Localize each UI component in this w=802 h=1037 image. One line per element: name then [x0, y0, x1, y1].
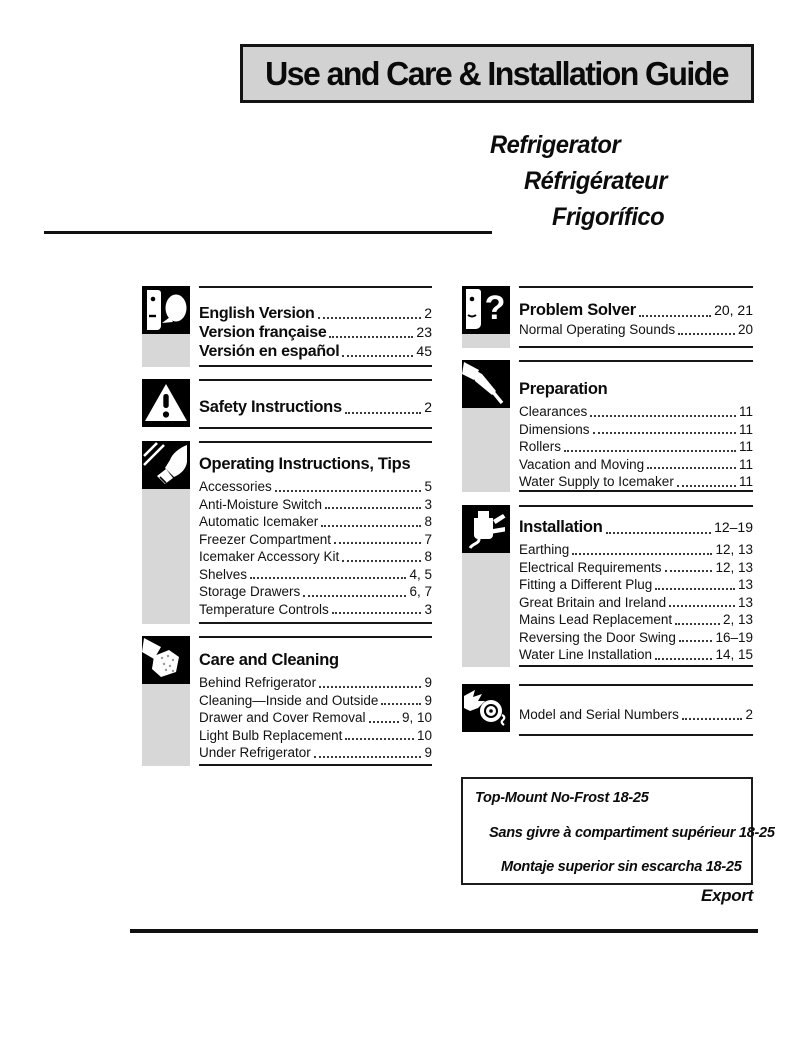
model-serial-entries: [519, 684, 753, 736]
dot-leader: [314, 756, 422, 758]
entry-pages: 3: [424, 601, 432, 617]
entry-pages: 4, 5: [409, 566, 432, 582]
entry-label: Temperature Controls: [199, 601, 329, 617]
entry-pages: 11: [738, 404, 753, 419]
toc-entry: [199, 744, 432, 762]
toc-section-safety: [142, 379, 432, 429]
toc-entry: [199, 513, 432, 531]
entry-pages: 11: [738, 456, 753, 472]
section-title: Operating Instructions, Tips: [199, 455, 411, 473]
toc-section-care: [142, 636, 432, 766]
toc-entry: [519, 611, 753, 629]
toc-heading-installation: [519, 517, 753, 538]
entry-pages: 20, 21: [714, 302, 753, 318]
toc-entry: [199, 496, 432, 514]
toc-entry: [519, 576, 753, 594]
toc-entry: [519, 403, 753, 421]
entry-pages: 12, 13: [715, 559, 753, 575]
entry-pages: 3: [424, 496, 432, 512]
toc-entry: [519, 438, 753, 456]
screwdriver-hand-icon: [462, 360, 510, 408]
dot-leader: [321, 525, 421, 527]
dot-leader: [590, 415, 736, 417]
toc-entry: [519, 421, 753, 439]
entry-pages: 14, 15: [715, 647, 753, 662]
entry-label: Earthing: [519, 542, 570, 557]
dot-leader: [593, 432, 736, 434]
product-title-spanish: Frigorífico: [552, 203, 665, 231]
entry-pages: 7: [424, 531, 432, 547]
toc-entry: [519, 541, 753, 559]
entry-label: Mains Lead Replacement: [519, 612, 673, 627]
dot-leader: [647, 467, 736, 469]
safety-entries: [199, 379, 432, 429]
preparation-entries: [519, 360, 753, 492]
dot-leader: [677, 485, 736, 487]
section-title: Care and Cleaning: [199, 651, 339, 669]
installation-icon-column: [462, 505, 510, 667]
dot-leader: [669, 605, 735, 607]
toc-entry-safety-instructions: [199, 397, 432, 418]
entry-pages: 11: [738, 439, 753, 454]
section-title: Preparation: [519, 380, 608, 398]
entry-label: Fitting a Different Plug: [519, 577, 653, 592]
toc-section-problem-solver: [462, 286, 753, 348]
toc-heading-problem-solver: [519, 300, 753, 321]
toc-entry-version-espanol: [199, 342, 432, 361]
svg-text:?: ?: [484, 289, 506, 327]
entry-pages: 2: [745, 707, 753, 722]
entry-pages: 6, 7: [409, 584, 432, 599]
safety-warning-icon: [142, 379, 190, 427]
dot-leader: [325, 507, 421, 509]
entry-label: Drawer and Cover Removal: [199, 710, 366, 725]
toc-section-model-serial: [462, 684, 753, 736]
entry-pages: 12, 13: [715, 542, 753, 557]
toc-entry: [199, 674, 432, 692]
dot-leader: [318, 317, 422, 319]
question-face-icon: [462, 286, 510, 334]
toc-section-operating: [142, 441, 432, 624]
entry-label: Anti-Moisture Switch: [199, 496, 323, 512]
export-label: Export: [700, 886, 753, 905]
dot-leader: [572, 553, 712, 555]
entry-pages: 12–19: [714, 519, 753, 535]
entry-label: Light Bulb Replacement: [199, 727, 343, 743]
banner-title: Use and Care & Installation Guide: [265, 54, 729, 92]
section-title: Installation: [519, 518, 603, 536]
operating-icon-column: [142, 441, 190, 624]
entry-label: Water Supply to Icemaker: [519, 474, 674, 489]
care-icon-column: [142, 636, 190, 766]
toc-entry: [519, 594, 753, 612]
toc-section-preparation: [462, 360, 753, 492]
toc-entry: [519, 646, 753, 664]
entry-pages: 9: [424, 675, 432, 690]
dot-leader: [332, 612, 422, 614]
model-designation-box: [461, 777, 775, 885]
entry-label: Model and Serial Numbers: [519, 707, 679, 722]
entry-pages: 5: [424, 479, 432, 494]
speech-languages-icon: [142, 286, 190, 334]
entry-pages: 8: [424, 549, 432, 564]
toc-entry: [519, 456, 753, 474]
model-line-spanish: Montaje superior sin escarcha 18-25: [501, 858, 742, 875]
dot-leader: [564, 450, 736, 452]
power-plug-icon: [462, 505, 510, 553]
title-rule: [44, 231, 492, 234]
toc-entry: [199, 583, 432, 601]
entry-pages: 8: [424, 514, 432, 529]
toc-entry: [519, 473, 753, 491]
toc-entry: [199, 478, 432, 496]
dot-leader: [319, 686, 421, 688]
toc-entry: [199, 548, 432, 566]
sponge-hand-icon: [142, 636, 190, 684]
problem-solver-entries: [519, 286, 753, 348]
entry-pages: 2: [424, 305, 432, 321]
entry-label: Behind Refrigerator: [199, 675, 317, 690]
dot-leader: [345, 412, 421, 414]
product-title-french: Réfrigérateur: [524, 167, 667, 195]
dot-leader: [655, 658, 712, 660]
entry-label: Versión en español: [199, 343, 340, 360]
entry-label: Under Refrigerator: [199, 745, 311, 760]
entry-label: Cleaning—Inside and Outside: [199, 692, 379, 708]
entry-label: Normal Operating Sounds: [519, 322, 676, 337]
toc-heading-operating: [199, 454, 432, 475]
problem-solver-icon-column: [462, 286, 510, 348]
entry-pages: 2, 13: [722, 612, 753, 627]
languages-entries: [199, 286, 432, 367]
entry-label: Electrical Requirements: [519, 559, 662, 575]
operating-entries: [199, 441, 432, 624]
entry-label: Reversing the Door Swing: [519, 629, 676, 645]
icon-shadow-bar: [462, 732, 510, 736]
toc-section-languages: [142, 286, 432, 367]
icon-shadow-bar: [462, 334, 510, 348]
toc-entry-model-serial: [519, 706, 753, 724]
dot-leader: [682, 718, 743, 720]
toc-entry: [199, 531, 432, 549]
entry-pages: 20: [737, 322, 753, 337]
banner-title-box: [240, 44, 754, 103]
entry-label: Accessories: [199, 479, 272, 494]
icon-shadow-bar: [142, 684, 190, 766]
entry-label: Version française: [199, 324, 327, 341]
entry-pages: 9: [424, 745, 432, 760]
entry-pages: 9: [424, 692, 432, 708]
entry-label: Dimensions: [519, 421, 590, 437]
entry-label: Water Line Installation: [519, 647, 653, 662]
toc-heading-preparation: [519, 379, 753, 400]
dot-leader: [275, 490, 422, 492]
model-serial-icon-column: [462, 684, 510, 736]
entry-pages: 11: [738, 421, 753, 437]
entry-label: Freezer Compartment: [199, 531, 332, 547]
dot-leader: [334, 542, 421, 544]
icon-shadow-bar: [462, 408, 510, 492]
safety-icon-column: [142, 379, 190, 429]
toc-entry: [199, 692, 432, 710]
entry-label: Safety Instructions: [199, 398, 342, 416]
dot-leader: [678, 333, 735, 335]
entry-pages: 11: [738, 474, 753, 489]
model-line-french: Sans givre à compartiment supérieur 18-25: [489, 824, 775, 841]
dot-leader: [369, 721, 399, 723]
dot-leader: [342, 560, 421, 562]
toc-entry: [199, 709, 432, 727]
dot-leader: [342, 355, 413, 357]
entry-pages: 2: [424, 399, 432, 415]
dot-leader: [675, 623, 720, 625]
toc-section-installation: [462, 505, 753, 667]
installation-entries: [519, 505, 753, 667]
section-title: Problem Solver: [519, 301, 636, 319]
dot-leader: [345, 738, 414, 740]
dot-leader: [665, 570, 713, 572]
entry-pages: 10: [416, 727, 432, 743]
entry-pages: 9, 10: [401, 710, 432, 725]
icon-shadow-bar: [462, 553, 510, 667]
product-titles: [440, 127, 770, 235]
toc-entry: [519, 629, 753, 647]
entry-pages: 45: [416, 343, 432, 359]
entry-label: Clearances: [519, 404, 588, 419]
preparation-icon-column: [462, 360, 510, 492]
entry-label: Storage Drawers: [199, 584, 301, 599]
icon-shadow-bar: [142, 334, 190, 367]
toc-entry-english-version: [199, 304, 432, 323]
entry-label: Vacation and Moving: [519, 456, 645, 472]
dot-leader: [250, 577, 406, 579]
toc-entry: [519, 559, 753, 577]
entry-pages: 16–19: [715, 629, 753, 645]
dot-leader: [303, 595, 406, 597]
entry-pages: 23: [416, 324, 432, 340]
icon-shadow-bar: [142, 427, 190, 429]
hand-press-icon: [142, 441, 190, 489]
toc-entry: [199, 601, 432, 619]
entry-label: Shelves: [199, 566, 248, 582]
dot-leader: [606, 532, 712, 534]
toc-entry: [199, 566, 432, 584]
toc-entry-version-francaise: [199, 323, 432, 342]
product-title-english: Refrigerator: [490, 131, 621, 159]
toc-entry: [519, 321, 753, 339]
languages-icon-column: [142, 286, 190, 367]
entry-pages: 13: [737, 594, 753, 610]
entry-label: Great Britain and Ireland: [519, 594, 667, 610]
toc-heading-care: [199, 650, 432, 671]
serial-tag-icon: [462, 684, 510, 732]
dot-leader: [329, 336, 413, 338]
dot-leader: [639, 315, 711, 317]
dot-leader: [679, 640, 713, 642]
icon-shadow-bar: [142, 489, 190, 624]
entry-label: Rollers: [519, 439, 562, 454]
entry-label: Automatic Icemaker: [199, 514, 319, 529]
model-line-english: Top-Mount No-Frost 18-25: [475, 789, 649, 806]
entry-label: Icemaker Accessory Kit: [199, 549, 340, 564]
entry-label: English Version: [199, 305, 315, 322]
entry-pages: 13: [737, 577, 753, 592]
dot-leader: [655, 588, 735, 590]
dot-leader: [381, 703, 421, 705]
care-entries: [199, 636, 432, 766]
footer-rule: [130, 929, 758, 933]
toc-entry: [199, 727, 432, 745]
